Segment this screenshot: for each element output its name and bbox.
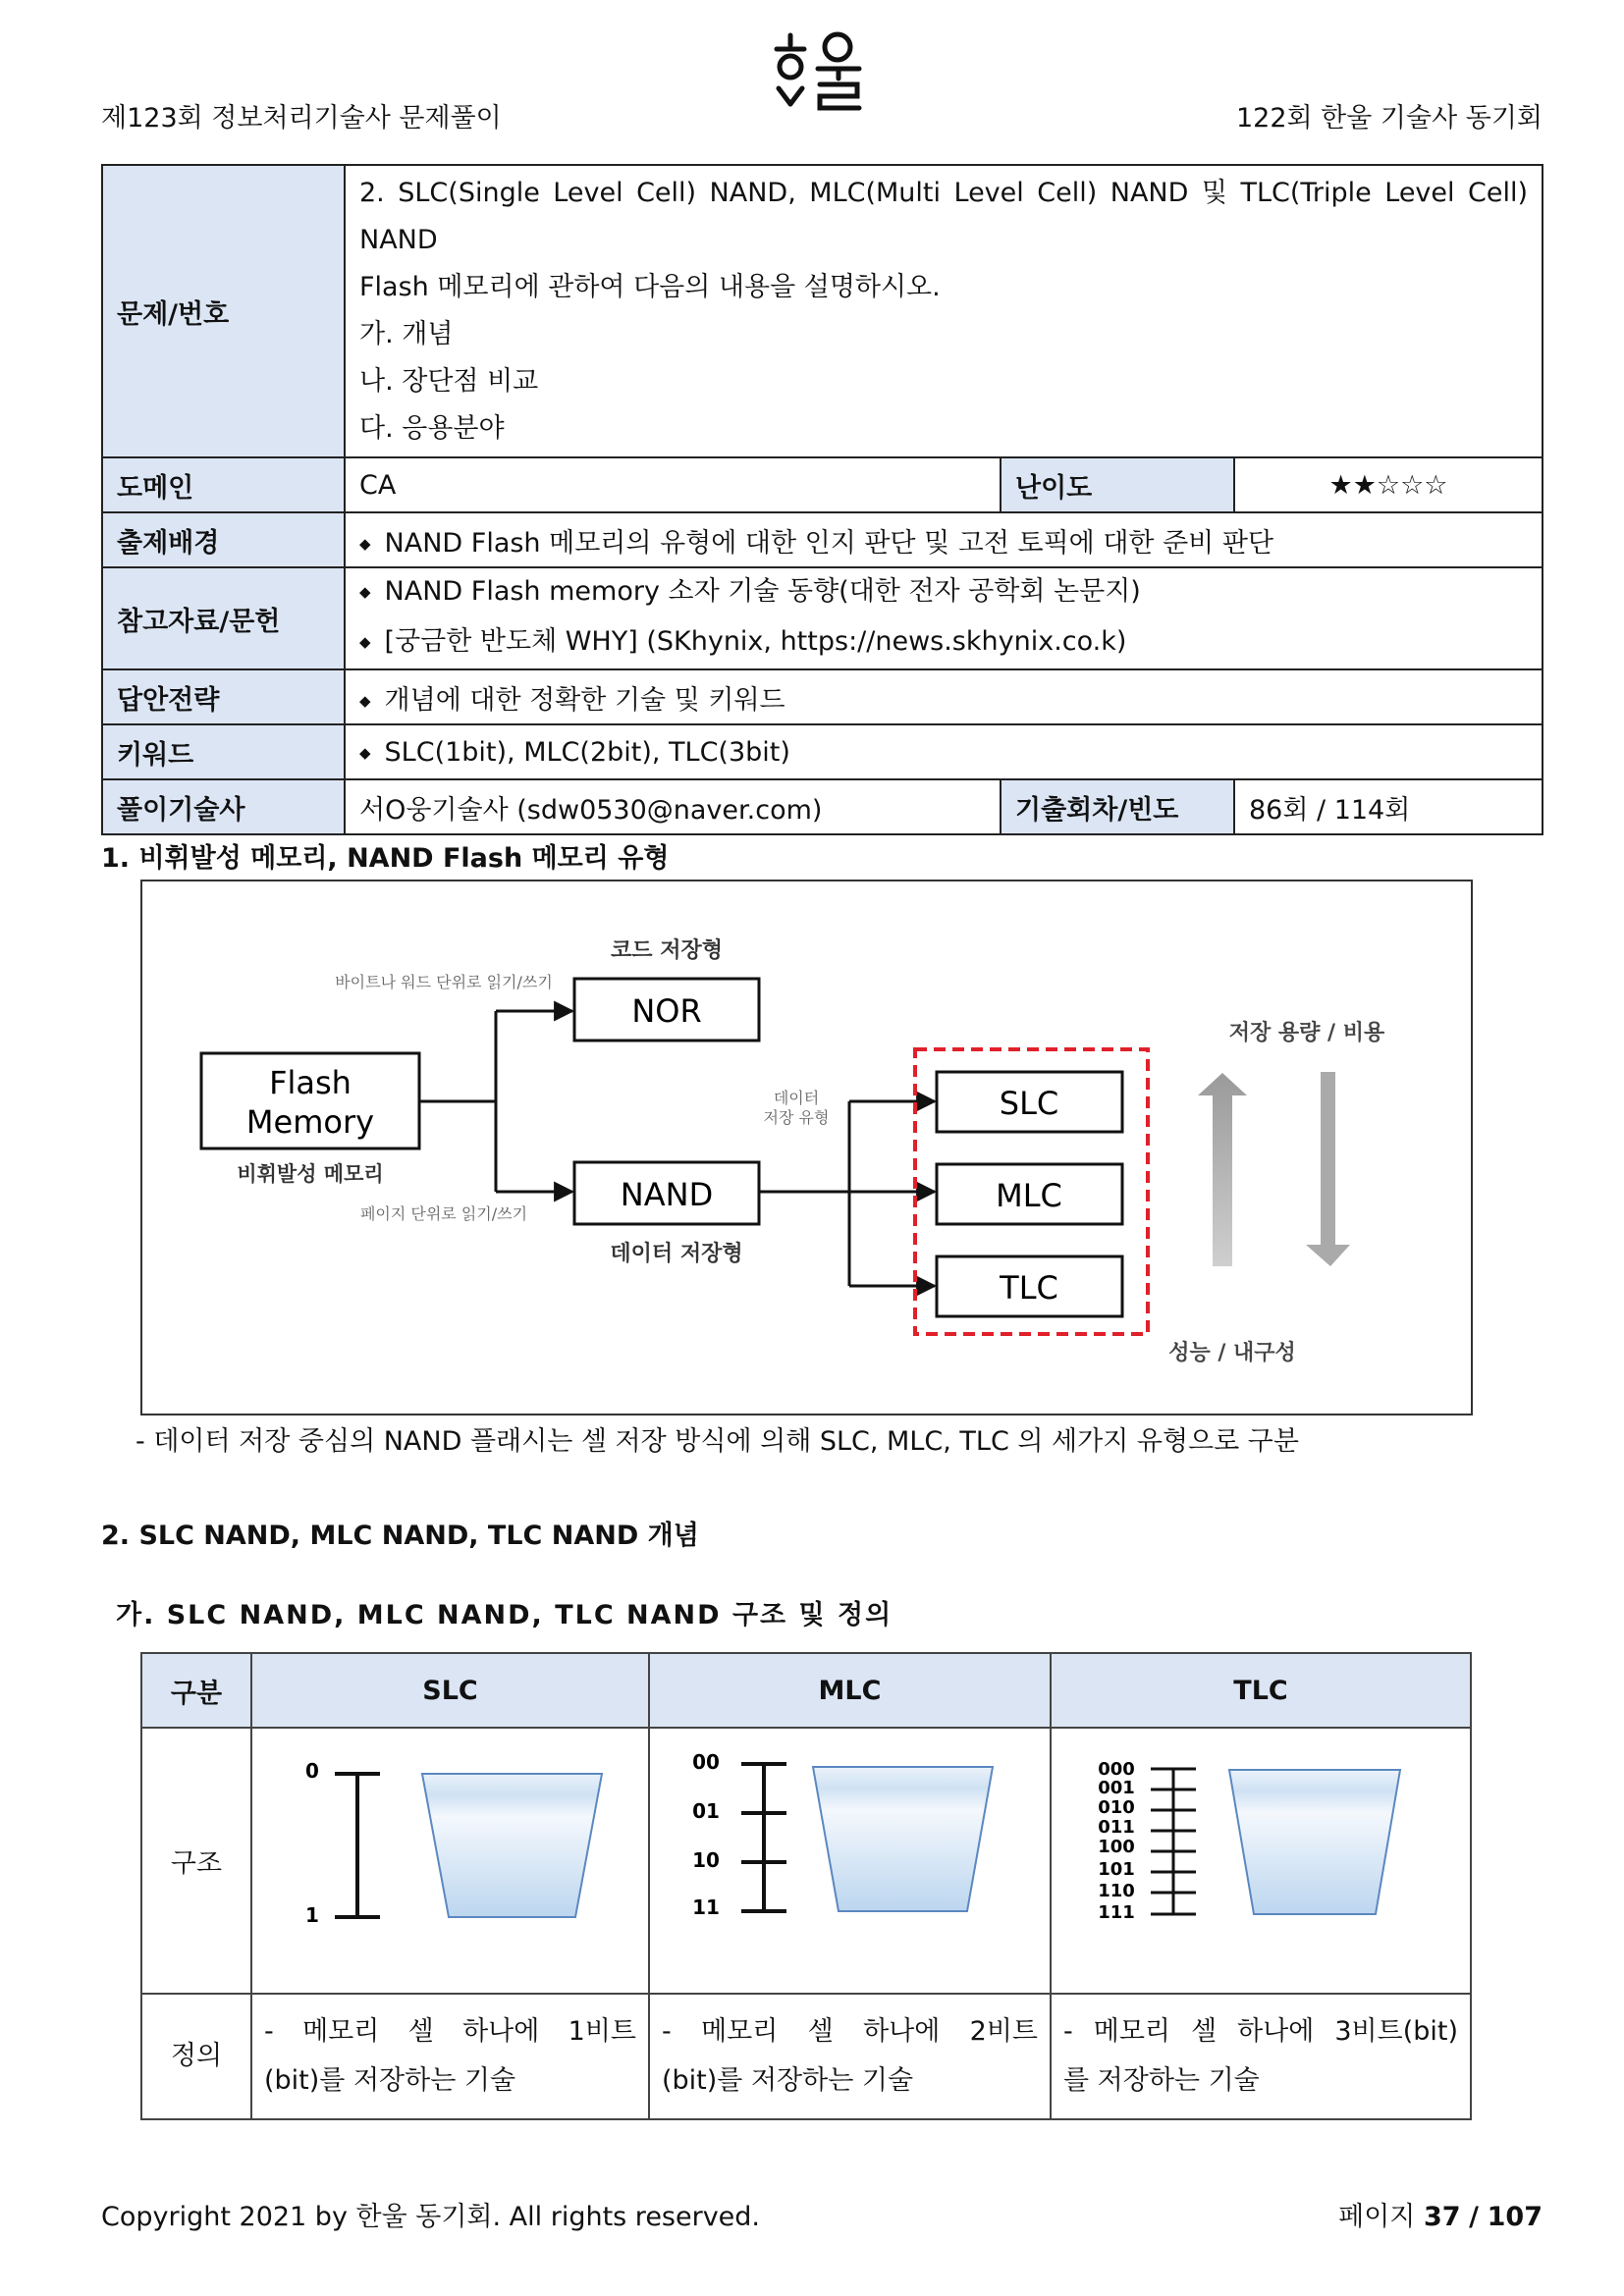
solver-label: 풀이기술사	[102, 779, 345, 834]
mlc-structure	[649, 1728, 1051, 1994]
section2-subheading: 가. SLC NAND, MLC NAND, TLC NAND 구조 및 정의	[116, 1600, 893, 1630]
mlc-definition-line: - 메모리 셀 하나에 2비트	[662, 2016, 1038, 2047]
slc-level-scale	[335, 1774, 380, 1917]
mlc-level-scale	[741, 1764, 786, 1911]
domain-label: 도메인	[102, 457, 345, 512]
page-separator: /	[1469, 2202, 1480, 2232]
section1-heading: 1. 비휘발성 메모리, NAND Flash 메모리 유형	[101, 843, 670, 874]
col-mlc: MLC	[649, 1653, 1051, 1728]
flash-memory-label: Flash	[269, 1064, 352, 1101]
definition-label: 정의	[141, 1994, 251, 2119]
question-line: 2. SLC(Single Level Cell) NAND, MLC(Multi Level Cell) NAND 및 TLC(Triple Level Cell) NAND	[359, 178, 1529, 255]
tlc-level: 111	[1098, 1902, 1135, 1923]
tlc-level: 010	[1098, 1797, 1135, 1818]
mlc-level: 00	[692, 1750, 720, 1774]
data-type-note: 데이터	[773, 1089, 820, 1107]
flash-memory-label: Memory	[245, 1103, 375, 1141]
mlc-definition	[649, 1994, 1051, 2119]
slc-definition-line: - 메모리 셀 하나에 1비트	[264, 2016, 636, 2047]
definition-row	[141, 1994, 1471, 2119]
question-row	[102, 165, 1543, 457]
structure-row	[141, 1728, 1471, 1994]
round-label: 기출회차/빈도	[1001, 779, 1234, 834]
mlc-level: 11	[692, 1896, 720, 1919]
question-line: 가. 개념	[359, 319, 454, 349]
section2-heading: 2. SLC NAND, MLC NAND, TLC NAND 개념	[101, 1521, 699, 1551]
question-content	[345, 165, 1543, 457]
nor-side-note: 바이트나 워드 단위로 읽기/쓰기	[335, 973, 553, 991]
question-line: 나. 장단점 비교	[359, 366, 539, 397]
tlc-definition	[1051, 1994, 1471, 2119]
slc-level: 0	[305, 1759, 319, 1783]
col-slc: SLC	[251, 1653, 649, 1728]
page-total: 107	[1487, 2202, 1543, 2232]
hanul-logo	[771, 27, 869, 135]
reference-item: ◆ NAND Flash memory 소자 기술 동향(대한 전자 공학회 논문지)	[359, 568, 1528, 618]
tlc-level: 000	[1098, 1759, 1135, 1780]
slc-definition-line: (bit)를 저장하는 기술	[264, 2065, 516, 2096]
keyword-value: ◆ SLC(1bit), MLC(2bit), TLC(3bit)	[345, 724, 1543, 779]
data-type-note: 저장 유형	[763, 1108, 830, 1127]
header-left-title: 제123회 정보처리기술사 문제풀이	[101, 103, 502, 133]
nand-side-note: 페이지 단위로 읽기/쓰기	[359, 1204, 528, 1223]
tlc-structure	[1051, 1728, 1471, 1994]
strategy-label: 답안전략	[102, 669, 345, 724]
background-value: ◆ NAND Flash 메모리의 유형에 대한 인지 판단 및 고전 토픽에 대한 준비 판단	[345, 512, 1543, 567]
background-row	[102, 512, 1543, 567]
mlc-level: 10	[692, 1848, 720, 1872]
round-value: 86회 / 114회	[1234, 779, 1543, 834]
keyword-label: 키워드	[102, 724, 345, 779]
tlc-definition-line: 를 저장하는 기술	[1063, 2065, 1260, 2096]
cell-comparison-table	[140, 1652, 1472, 2120]
tlc-level: 101	[1098, 1859, 1135, 1880]
structure-label: 구조	[141, 1728, 251, 1994]
reference-label: 참고자료/문헌	[102, 567, 345, 669]
question-label: 문제/번호	[102, 165, 345, 457]
solver-row	[102, 779, 1543, 834]
page-prefix: 페이지	[1338, 2202, 1416, 2232]
mlc-definition-line: (bit)를 저장하는 기술	[662, 2065, 914, 2096]
slc-level: 1	[305, 1903, 319, 1927]
page-current: 37	[1423, 2202, 1461, 2232]
comparison-header-row	[141, 1653, 1471, 1728]
slc-structure	[251, 1728, 649, 1994]
up-arrow-icon	[1198, 1073, 1247, 1266]
col-tlc: TLC	[1051, 1653, 1471, 1728]
question-info-table	[101, 164, 1543, 835]
tlc-level: 110	[1098, 1881, 1135, 1901]
domain-value: CA	[345, 457, 1001, 512]
tlc-level-scale	[1151, 1769, 1196, 1914]
strategy-row	[102, 669, 1543, 724]
nor-caption: 코드 저장형	[611, 938, 723, 963]
strategy-value: ◆ 개념에 대한 정확한 기술 및 키워드	[345, 669, 1543, 724]
reference-row	[102, 567, 1543, 669]
tlc-level: 100	[1098, 1837, 1135, 1857]
nand-label: NAND	[620, 1176, 714, 1213]
background-label: 출제배경	[102, 512, 345, 567]
nand-type-diagram	[140, 880, 1473, 1415]
header-right-title: 122회 한울 기술사 동기회	[1235, 103, 1543, 133]
mlc-cell-bucket-icon	[813, 1767, 993, 1911]
difficulty-stars: ★★☆☆☆	[1234, 457, 1543, 512]
slc-definition	[251, 1994, 649, 2119]
question-line: 다. 응용분야	[359, 413, 505, 444]
nor-label: NOR	[631, 992, 702, 1030]
nand-caption: 데이터 저장형	[610, 1242, 743, 1266]
slc-label: SLC	[999, 1085, 1059, 1122]
flash-caption: 비휘발성 메모리	[237, 1162, 384, 1186]
capacity-cost-label: 저장 용량 / 비용	[1228, 1021, 1385, 1045]
performance-label: 성능 / 내구성	[1168, 1341, 1296, 1365]
col-label: 구분	[141, 1653, 251, 1728]
section1-note: - 데이터 저장 중심의 NAND 플래시는 셀 저장 방식에 의해 SLC, MLC, TLC 의 세가지 유형으로 구분	[135, 1426, 1299, 1457]
mlc-label: MLC	[996, 1177, 1062, 1214]
solver-value: 서O웅기술사 (sdw0530@naver.com)	[345, 779, 1001, 834]
tlc-label: TLC	[1000, 1269, 1058, 1307]
mlc-level: 01	[692, 1799, 720, 1823]
reference-item: ◆ [궁금한 반도체 WHY] (SKhynix, https://news.skhynix.co.k)	[359, 618, 1528, 668]
footer-copyright: Copyright 2021 by 한울 동기회. All rights reserved.	[101, 2202, 761, 2232]
reference-value	[345, 567, 1543, 669]
difficulty-label: 난이도	[1001, 457, 1234, 512]
footer-page-number	[1338, 2195, 1543, 2233]
tlc-level: 001	[1098, 1778, 1135, 1798]
down-arrow-icon	[1306, 1072, 1350, 1266]
tlc-cell-bucket-icon	[1229, 1770, 1400, 1914]
question-line: Flash 메모리에 관하여 다음의 내용을 설명하시오.	[359, 272, 941, 302]
domain-row	[102, 457, 1543, 512]
keyword-row	[102, 724, 1543, 779]
tlc-definition-line: - 메모리 셀 하나에 3비트(bit)	[1063, 2016, 1458, 2047]
slc-cell-bucket-icon	[422, 1774, 602, 1917]
tlc-level: 011	[1098, 1817, 1135, 1838]
